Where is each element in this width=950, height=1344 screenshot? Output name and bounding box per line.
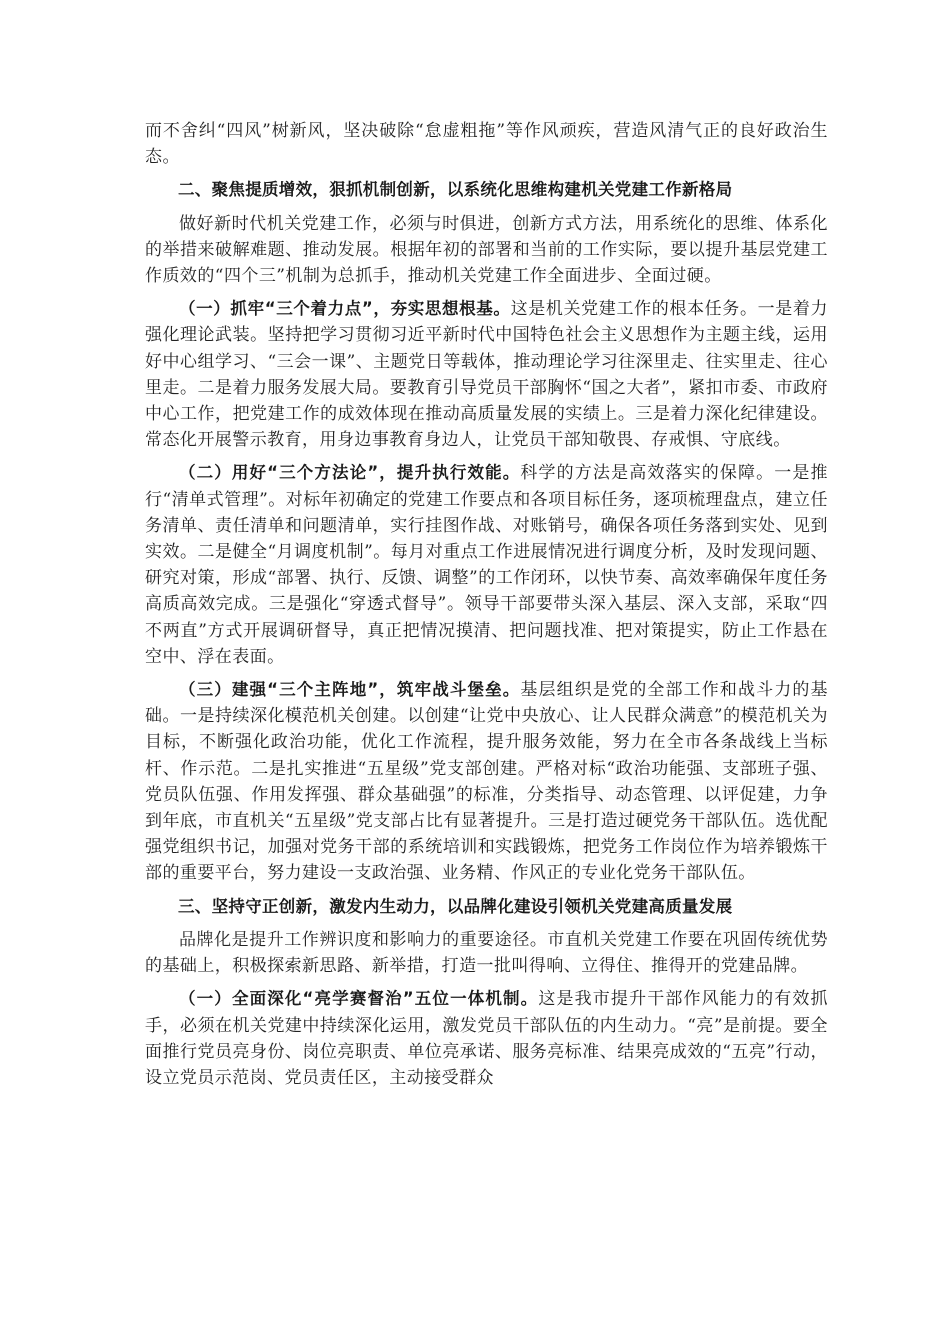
subsection-4-lead: （一）全面深化“亮学赛督治”五位一体机制。 [179, 989, 539, 1009]
section-heading-3: 三、坚持守正创新，激发内生动力，以品牌化建设引领机关党建高质量发展 [178, 896, 733, 916]
paragraph-intro-2: 做好新时代机关党建工作，必须与时俱进，创新方式方法，用系统化的思维、体系化的举措来破解难题、推动发展。根据年初的部署和当前的工作实际，要以提升基层党建工作质效的“四个三”机制为总抓手，推动机关党建工作全面进步、全面过硬。 [145, 213, 828, 287]
subsection-2 [145, 460, 828, 670]
subsection-1-body: 这是机关党建工作的根本任务。一是着力强化理论武装。坚持把学习贯彻习近平新时代中国特色社会主义思想作为主题主线，运用好中心组学习、“三会一课”、主题党日等载体，推动理论学习往深里走、往实里走、往心里走。二是着力服务发展大局。要教育引导党员干部胸怀“国之大者”，紧扣市委、市政府中心工作，把党建工作的成效体现在推动高质量发展的实绩上。三是着力深化纪律建设。常态化开展警示教育，用身边事教育身边人，让党员干部知敬畏、存戒惧、守底线。 [145, 299, 828, 451]
paragraph-continuation: 而不舍纠“四风”树新风，坚决破除“怠虚粗拖”等作风顽疾，营造风清气正的良好政治生态。 [145, 121, 828, 168]
subsection-1 [145, 296, 828, 453]
subsection-3 [145, 677, 828, 887]
subsection-4 [145, 986, 828, 1091]
subsection-2-lead: （二）用好“三个方法论”，提升执行效能。 [179, 463, 521, 483]
subsection-1-lead: （一）抓牢“三个着力点”，夯实思想根基。 [179, 299, 511, 319]
section-heading-2: 二、聚焦提质增效，狠抓机制创新，以系统化思维构建机关党建工作新格局 [178, 180, 733, 200]
subsection-3-body: 基层组织是党的全部工作和战斗力的基础。一是持续深化模范机关创建。以创建“让党中央放心、让人民群众满意”的模范机关为目标，不断强化政治功能，优化工作流程，提升服务效能，努力在全市各条战线上当标杆、作示范。二是扎实推进“五星级”党支部创建。严格对标“政治功能强、支部班子强、党员队伍强、作用发挥强、群众基础强”的标准，分类指导、动态管理、以评促建，力争到年底，市直机关“五星级”党支部占比有显著提升。三是打造过硬党务干部队伍。选优配强党组织书记，加强对党务干部的系统培训和实践锻炼，把党务工作岗位作为培养锻炼干部的重要平台，努力建设一支政治强、业务精、作风正的专业化党务干部队伍。 [145, 680, 828, 884]
document-page [145, 118, 828, 1098]
subsection-2-body: 科学的方法是高效落实的保障。一是推行“清单式管理”。对标年初确定的党建工作要点和各项目标任务，逐项梳理盘点，建立任务清单、责任清单和问题清单，实行挂图作战、对账销号，确保各项任务落到实处、见到实效。二是健全“月调度机制”。每月对重点工作进展情况进行调度分析，及时发现问题、研究对策，形成“部署、执行、反馈、调整”的工作闭环，以快节奏、高效率确保年度任务高质高效完成。三是强化“穿透式督导”。领导干部要带头深入基层、深入支部，采取“四不两直”方式开展调研督导，真正把情况摸清、把问题找准、把对策提实，防止工作悬在空中、浮在表面。 [145, 463, 828, 667]
subsection-3-lead: （三）建强“三个主阵地”，筑牢战斗堡垒。 [179, 680, 521, 700]
paragraph-intro-3: 品牌化是提升工作辨识度和影响力的重要途径。市直机关党建工作要在巩固传统优势的基础上，积极探索新思路、新举措，打造一批叫得响、立得住、推得开的党建品牌。 [145, 929, 828, 977]
subsection-4-body: 这是我市提升干部作风能力的有效抓手，必须在机关党建中持续深化运用，激发党员干部队伍的内生动力。“亮”是前提。要全面推行党员亮身份、岗位亮职责、单位亮承诺、服务亮标准、结果亮成效的“五亮”行动，设立党员示范岗、党员责任区，主动接受群众 [145, 989, 829, 1088]
